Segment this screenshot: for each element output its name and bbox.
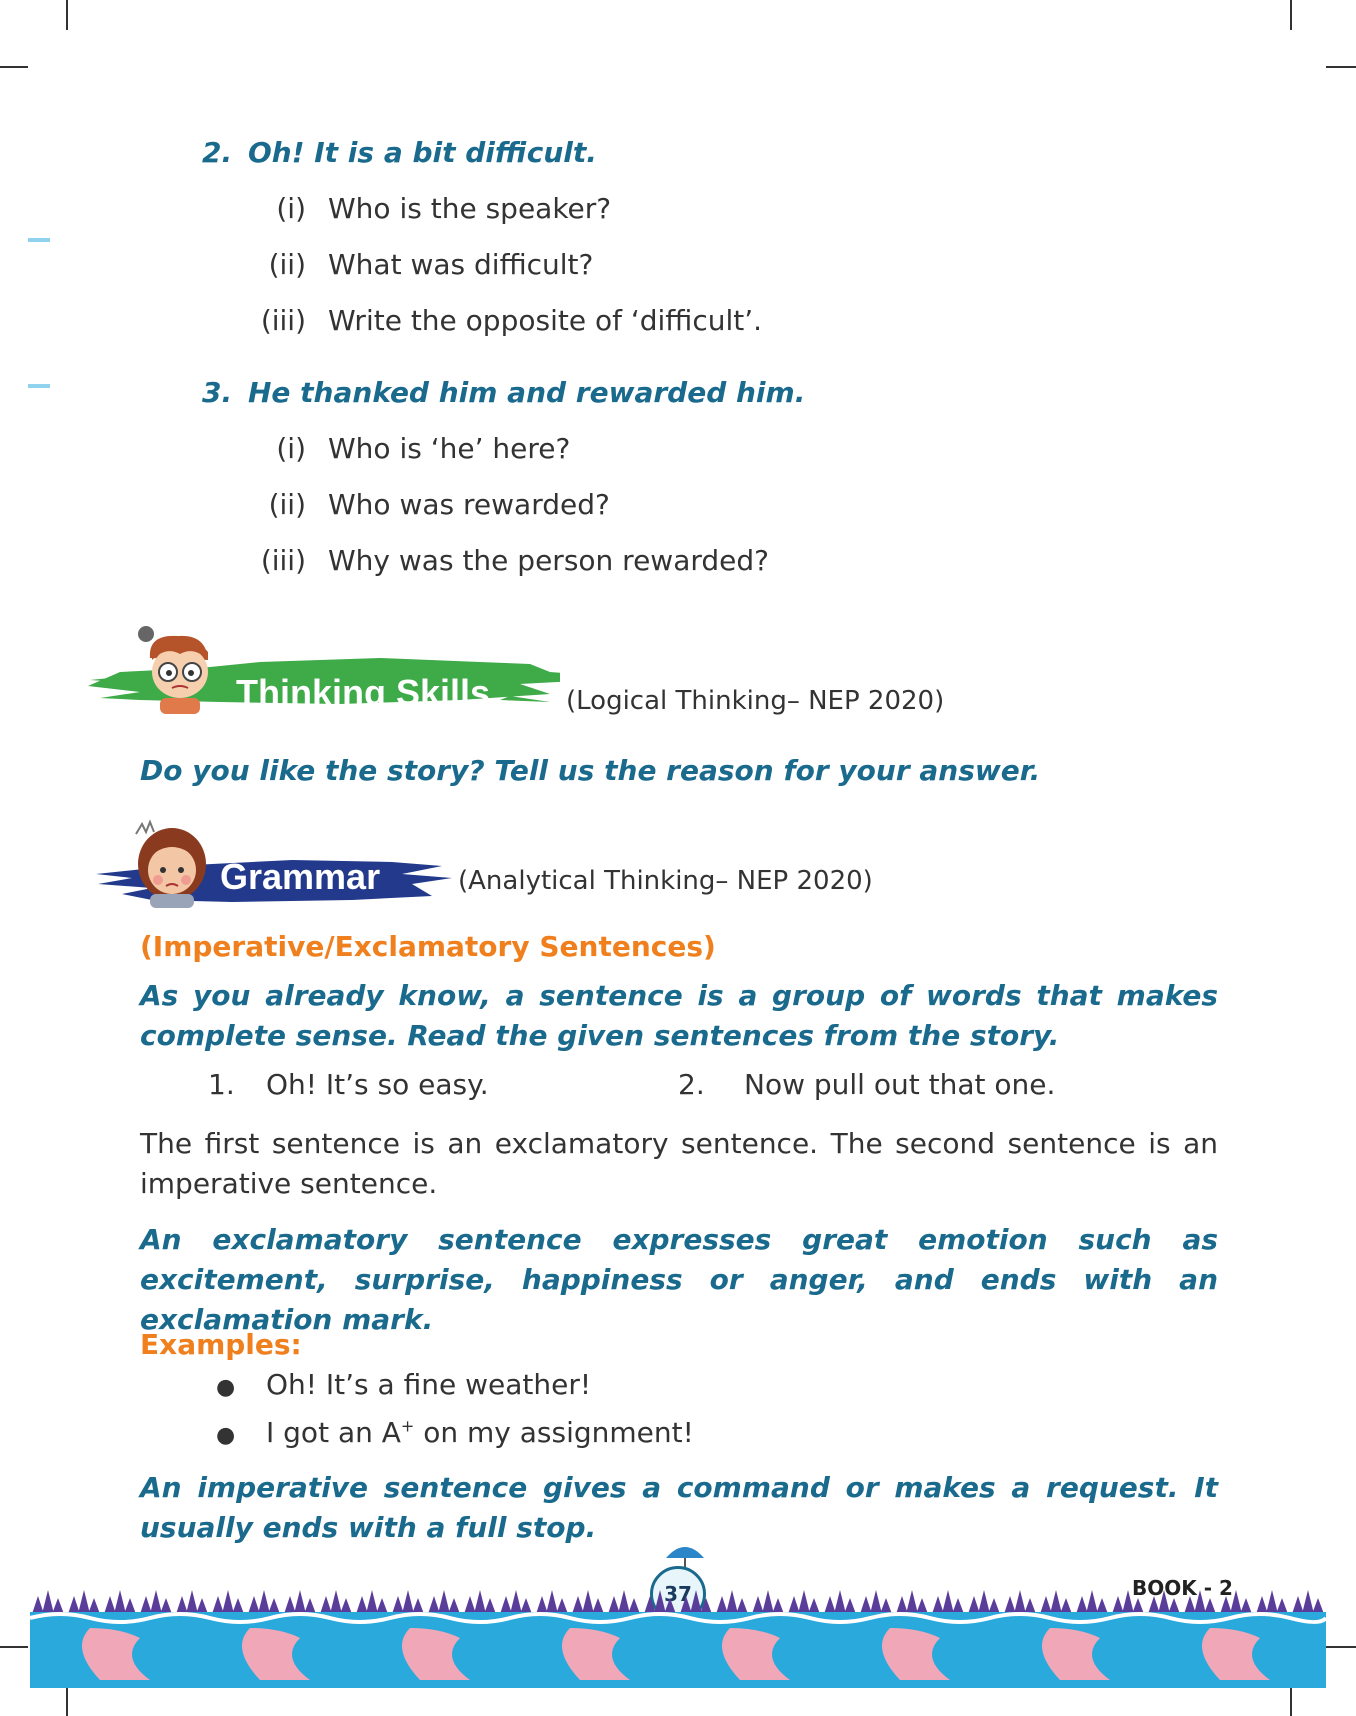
sub-question [240,432,570,465]
footer-scene [30,1588,1326,1688]
crop-mark [0,1646,28,1648]
sub-text: Who is the speaker? [328,192,612,225]
sub-numeral: (ii) [268,488,306,521]
question-3-heading [202,376,805,409]
example-bullet [216,1416,694,1449]
bullet-icon: ● [216,1375,236,1400]
grammar-intro: As you already know, a sentence is a group of words that makes complete sense. Read the given sentences from the story. [140,979,1218,1052]
crop-mark [1290,1686,1292,1716]
thinking-skills-label: Thinking Skills [236,672,491,713]
sentence-number: 2. [678,1068,705,1101]
sub-numeral: (iii) [260,304,306,337]
question-number: 2. [202,136,233,169]
sub-question [240,192,611,225]
exclamatory-definition: An exclamatory sentence expresses great emotion such as excitement, surprise, happiness or anger, and ends with an exclamation mark. [140,1223,1218,1336]
sub-question [240,488,610,521]
grammar-topic: (Imperative/Exclamatory Sentences) [140,930,716,963]
sub-numeral: (iii) [260,544,306,577]
sub-text: Why was the person rewarded? [328,544,770,577]
sub-question [240,544,769,577]
thinking-question: Do you like the story? Tell us the reason for your answer. [140,754,1041,787]
example-sentence-2 [678,1068,1055,1101]
example-superscript: + [400,1416,415,1436]
sub-text: Who is ‘he’ here? [328,432,571,465]
margin-mark [28,238,50,242]
example-sentence-1 [208,1068,489,1101]
question-prompt: He thanked him and rewarded him. [248,376,806,409]
sub-question [240,248,593,281]
bullet-icon: ● [216,1423,236,1448]
sub-text: What was difficult? [328,248,594,281]
sentence-number: 1. [208,1068,235,1101]
thinking-skills-note: (Logical Thinking– NEP 2020) [566,686,945,716]
grammar-note: (Analytical Thinking– NEP 2020) [458,866,873,896]
imperative-definition: An imperative sentence gives a command or makes a request. It usually ends with a full stop. [140,1471,1218,1544]
examples-label: Examples: [140,1328,302,1361]
sub-question [240,304,762,337]
sub-numeral: (ii) [268,248,306,281]
boy-mascot-icon [136,624,226,716]
sub-text: Write the opposite of ‘difficult’. [328,304,763,337]
footer-illustration [30,1588,1326,1688]
example-text-tail: on my assignment! [414,1416,694,1449]
question-2-heading [202,136,597,169]
girl-mascot-icon [128,818,214,908]
sub-text: Who was rewarded? [328,488,610,521]
crop-mark [1326,1646,1356,1648]
crop-mark [66,0,68,30]
sub-numeral: (i) [276,432,306,465]
sentence-text: Oh! It’s so easy. [266,1068,489,1101]
example-text: Oh! It’s a fine weather! [266,1368,592,1401]
crop-mark [1326,66,1356,68]
crop-mark [66,1686,68,1716]
margin-mark [28,384,50,388]
example-text: I got an A [266,1416,401,1449]
grammar-explanation: The first sentence is an exclamatory sentence. The second sentence is an imperative sentence. [140,1127,1218,1200]
question-number: 3. [202,376,233,409]
crop-mark [0,66,28,68]
question-prompt: Oh! It is a bit difficult. [248,136,597,169]
crop-mark [1290,0,1292,30]
example-bullet [216,1368,591,1401]
grammar-label: Grammar [220,856,381,897]
sentence-text: Now pull out that one. [744,1068,1056,1101]
sub-numeral: (i) [276,192,306,225]
